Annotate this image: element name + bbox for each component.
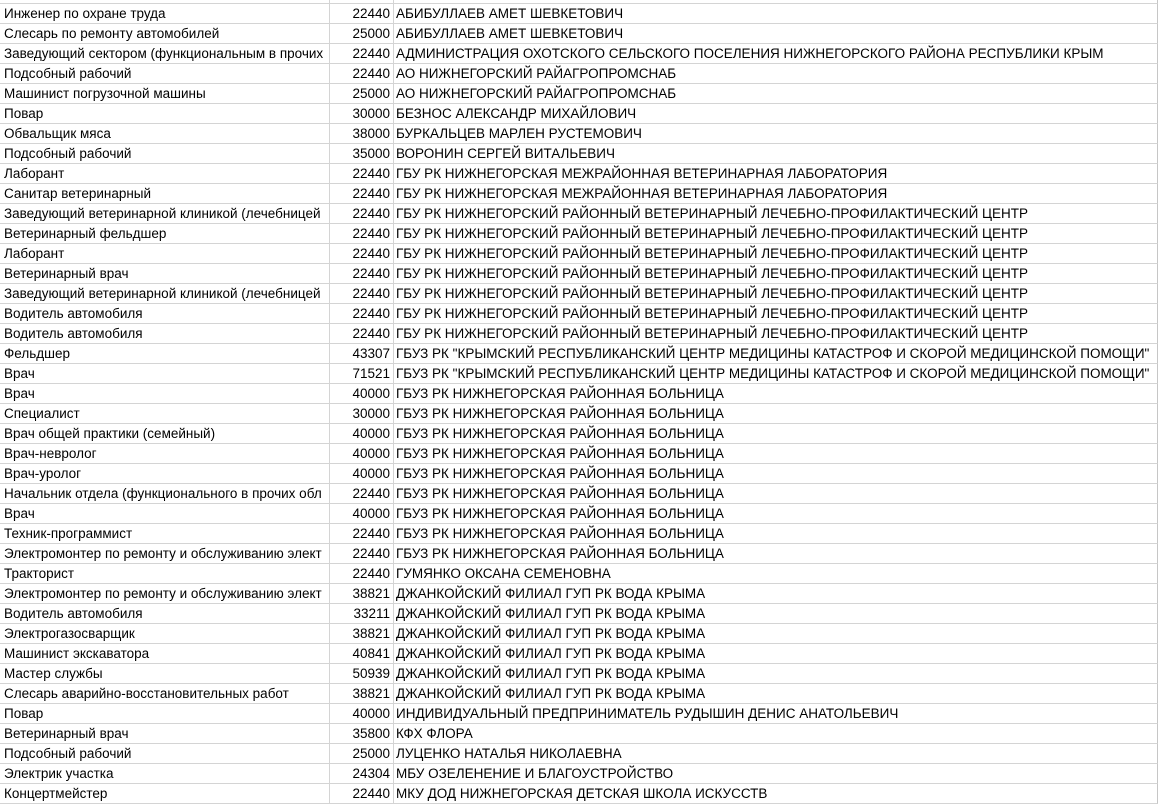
cell-position[interactable]: Концертмейстер (0, 784, 330, 804)
cell-salary[interactable]: 22440 (330, 44, 394, 64)
table-row (0, 64, 1158, 84)
table-row (0, 564, 1158, 584)
cell-employer[interactable]: ВОРОНИН СЕРГЕЙ ВИТАЛЬЕВИЧ (394, 144, 1158, 164)
cell-employer[interactable]: ГБУЗ РК НИЖНЕГОРСКАЯ РАЙОННАЯ БОЛЬНИЦА (394, 544, 1158, 564)
cell-salary[interactable]: 40000 (330, 704, 394, 724)
cell-position[interactable]: Машинист экскаватора (0, 644, 330, 664)
cell-position[interactable]: Ветеринарный фельдшер (0, 224, 330, 244)
table-row (0, 104, 1158, 124)
cell-salary[interactable]: 22440 (330, 324, 394, 344)
cell-employer[interactable]: ГБУЗ РК НИЖНЕГОРСКАЯ РАЙОННАЯ БОЛЬНИЦА (394, 524, 1158, 544)
cell-position[interactable]: Тракторист (0, 564, 330, 584)
cell-salary[interactable]: 38821 (330, 584, 394, 604)
cell-position[interactable]: Техник-программист (0, 524, 330, 544)
cell-position[interactable]: Водитель автомобиля (0, 324, 330, 344)
cell-position[interactable]: Водитель автомобиля (0, 304, 330, 324)
cell-position[interactable]: Заведующий сектором (функциональным в прочих (0, 44, 330, 64)
table-row (0, 604, 1158, 624)
cell-salary[interactable]: 40000 (330, 504, 394, 524)
cell-salary[interactable]: 22440 (330, 544, 394, 564)
cell-position[interactable]: Врач (0, 504, 330, 524)
table-row (0, 424, 1158, 444)
cell-position[interactable]: Начальник отдела (функционального в прочих обл (0, 484, 330, 504)
cell-salary[interactable]: 30000 (330, 104, 394, 124)
cell-salary[interactable]: 22440 (330, 304, 394, 324)
cell-salary[interactable]: 35000 (330, 144, 394, 164)
table-row (0, 184, 1158, 204)
cell-position[interactable]: Электромонтер по ремонту и обслуживанию элект (0, 584, 330, 604)
cell-salary[interactable]: 50939 (330, 664, 394, 684)
table-row (0, 484, 1158, 504)
table-row (0, 84, 1158, 104)
cell-position[interactable]: Повар (0, 104, 330, 124)
table-row (0, 644, 1158, 664)
cell-employer[interactable]: АБИБУЛЛАЕВ АМЕТ ШЕВКЕТОВИЧ (394, 24, 1158, 44)
cell-employer[interactable]: ДЖАНКОЙСКИЙ ФИЛИАЛ ГУП РК ВОДА КРЫМА (394, 664, 1158, 684)
table-row (0, 204, 1158, 224)
cell-salary[interactable]: 22440 (330, 204, 394, 224)
cell-salary[interactable]: 22440 (330, 4, 394, 24)
cell-position[interactable]: Санитар ветеринарный (0, 184, 330, 204)
cell-employer[interactable]: АО НИЖНЕГОРСКИЙ РАЙАГРОПРОМСНАБ (394, 64, 1158, 84)
cell-position[interactable]: Электромонтер по ремонту и обслуживанию элект (0, 544, 330, 564)
table-row (0, 764, 1158, 784)
cell-salary[interactable]: 38000 (330, 124, 394, 144)
cell-position[interactable]: Подсобный рабочий (0, 744, 330, 764)
cell-employer[interactable]: ГБУ РК НИЖНЕГОРСКАЯ МЕЖРАЙОННАЯ ВЕТЕРИНАРНАЯ ЛАБОРАТОРИЯ (394, 184, 1158, 204)
cell-position[interactable]: Фельдшер (0, 344, 330, 364)
table-row (0, 584, 1158, 604)
cell-employer[interactable]: ГБУ РК НИЖНЕГОРСКИЙ РАЙОННЫЙ ВЕТЕРИНАРНЫЙ ЛЕЧЕБНО-ПРОФИЛАКТИЧЕСКИЙ ЦЕНТР (394, 324, 1158, 344)
cell-employer[interactable]: АО НИЖНЕГОРСКИЙ РАЙАГРОПРОМСНАБ (394, 84, 1158, 104)
table-row (0, 364, 1158, 384)
table-row (0, 44, 1158, 64)
cell-employer[interactable]: ГБУ РК НИЖНЕГОРСКИЙ РАЙОННЫЙ ВЕТЕРИНАРНЫЙ ЛЕЧЕБНО-ПРОФИЛАКТИЧЕСКИЙ ЦЕНТР (394, 304, 1158, 324)
cell-position[interactable]: Машинист погрузочной машины (0, 84, 330, 104)
cell-employer[interactable]: ДЖАНКОЙСКИЙ ФИЛИАЛ ГУП РК ВОДА КРЫМА (394, 584, 1158, 604)
cell-employer[interactable]: ДЖАНКОЙСКИЙ ФИЛИАЛ ГУП РК ВОДА КРЫМА (394, 684, 1158, 704)
table-row (0, 4, 1158, 24)
cell-employer[interactable]: БЕЗНОС АЛЕКСАНДР МИХАЙЛОВИЧ (394, 104, 1158, 124)
cell-position[interactable]: Ветеринарный врач (0, 264, 330, 284)
table-row (0, 144, 1158, 164)
cell-employer[interactable]: ЛУЦЕНКО НАТАЛЬЯ НИКОЛАЕВНА (394, 744, 1158, 764)
cell-employer[interactable]: ДЖАНКОЙСКИЙ ФИЛИАЛ ГУП РК ВОДА КРЫМА (394, 604, 1158, 624)
cell-employer[interactable]: БУРКАЛЬЦЕВ МАРЛЕН РУСТЕМОВИЧ (394, 124, 1158, 144)
cell-employer[interactable]: ГБУ РК НИЖНЕГОРСКИЙ РАЙОННЫЙ ВЕТЕРИНАРНЫЙ ЛЕЧЕБНО-ПРОФИЛАКТИЧЕСКИЙ ЦЕНТР (394, 244, 1158, 264)
table-row (0, 444, 1158, 464)
cell-salary[interactable]: 22440 (330, 564, 394, 584)
cell-employer[interactable]: ГБУЗ РК НИЖНЕГОРСКАЯ РАЙОННАЯ БОЛЬНИЦА (394, 384, 1158, 404)
cell-employer[interactable]: ГБУЗ РК НИЖНЕГОРСКАЯ РАЙОННАЯ БОЛЬНИЦА (394, 444, 1158, 464)
cell-position[interactable]: Инженер по охране труда (0, 4, 330, 24)
table-row (0, 324, 1158, 344)
table-row (0, 784, 1158, 804)
cell-employer[interactable]: ГБУ РК НИЖНЕГОРСКАЯ МЕЖРАЙОННАЯ ВЕТЕРИНАРНАЯ ЛАБОРАТОРИЯ (394, 164, 1158, 184)
cell-salary[interactable]: 33211 (330, 604, 394, 624)
cell-employer[interactable]: КФХ ФЛОРА (394, 724, 1158, 744)
cell-position[interactable]: Обвальщик мяса (0, 124, 330, 144)
cell-employer[interactable]: МКУ ДОД НИЖНЕГОРСКАЯ ДЕТСКАЯ ШКОЛА ИСКУССТВ (394, 784, 1158, 804)
table-row (0, 544, 1158, 564)
cell-employer[interactable]: ГБУ РК НИЖНЕГОРСКИЙ РАЙОННЫЙ ВЕТЕРИНАРНЫЙ ЛЕЧЕБНО-ПРОФИЛАКТИЧЕСКИЙ ЦЕНТР (394, 204, 1158, 224)
cell-salary[interactable]: 40841 (330, 644, 394, 664)
table-row (0, 384, 1158, 404)
cell-salary[interactable]: 25000 (330, 744, 394, 764)
table-row (0, 724, 1158, 744)
cell-employer[interactable]: ГБУЗ РК НИЖНЕГОРСКАЯ РАЙОННАЯ БОЛЬНИЦА (394, 504, 1158, 524)
table-row (0, 404, 1158, 424)
table-row (0, 124, 1158, 144)
cell-employer[interactable]: ГБУЗ РК "КРЫМСКИЙ РЕСПУБЛИКАНСКИЙ ЦЕНТР МЕДИЦИНЫ КАТАСТРОФ И СКОРОЙ МЕДИЦИНСКОЙ ПОМОЩИ" (394, 364, 1158, 384)
cell-employer[interactable]: ГБУЗ РК НИЖНЕГОРСКАЯ РАЙОННАЯ БОЛЬНИЦА (394, 404, 1158, 424)
table-row (0, 164, 1158, 184)
cell-salary[interactable]: 40000 (330, 444, 394, 464)
table-row (0, 684, 1158, 704)
table-row (0, 664, 1158, 684)
cell-position[interactable]: Заведующий ветеринарной клиникой (лечебницей (0, 204, 330, 224)
cell-position[interactable]: Врач общей практики (семейный) (0, 424, 330, 444)
cell-salary[interactable]: 22440 (330, 284, 394, 304)
cell-position[interactable]: Мастер службы (0, 664, 330, 684)
cell-position[interactable]: Электрик участка (0, 764, 330, 784)
cell-employer[interactable]: ИНДИВИДУАЛЬНЫЙ ПРЕДПРИНИМАТЕЛЬ РУДЫШИН ДЕНИС АНАТОЛЬЕВИЧ (394, 704, 1158, 724)
cell-position[interactable]: Специалист (0, 404, 330, 424)
table-row (0, 244, 1158, 264)
cell-position[interactable]: Лаборант (0, 164, 330, 184)
cell-employer[interactable]: ГБУЗ РК НИЖНЕГОРСКАЯ РАЙОННАЯ БОЛЬНИЦА (394, 464, 1158, 484)
cell-position[interactable]: Повар (0, 704, 330, 724)
cell-salary[interactable]: 24304 (330, 764, 394, 784)
cell-employer[interactable]: АБИБУЛЛАЕВ АМЕТ ШЕВКЕТОВИЧ (394, 4, 1158, 24)
cell-salary[interactable]: 25000 (330, 24, 394, 44)
cell-employer[interactable]: ГУМЯНКО ОКСАНА СЕМЕНОВНА (394, 564, 1158, 584)
cell-employer[interactable]: АДМИНИСТРАЦИЯ ОХОТСКОГО СЕЛЬСКОГО ПОСЕЛЕНИЯ НИЖНЕГОРСКОГО РАЙОНА РЕСПУБЛИКИ КРЫМ (394, 44, 1158, 64)
table-row (0, 704, 1158, 724)
table-row (0, 464, 1158, 484)
table-row (0, 224, 1158, 244)
cell-position[interactable]: Электрогазосварщик (0, 624, 330, 644)
cell-employer[interactable]: ГБУЗ РК НИЖНЕГОРСКАЯ РАЙОННАЯ БОЛЬНИЦА (394, 424, 1158, 444)
cell-salary[interactable]: 22440 (330, 264, 394, 284)
cell-salary[interactable]: 22440 (330, 224, 394, 244)
table-row (0, 524, 1158, 544)
table-row (0, 304, 1158, 324)
cell-salary[interactable]: 40000 (330, 424, 394, 444)
cell-employer[interactable]: ДЖАНКОЙСКИЙ ФИЛИАЛ ГУП РК ВОДА КРЫМА (394, 624, 1158, 644)
cell-position[interactable]: Слесарь аварийно-восстановительных работ (0, 684, 330, 704)
cell-position[interactable]: Врач (0, 364, 330, 384)
cell-position[interactable]: Врач-невролог (0, 444, 330, 464)
cell-salary[interactable]: 35800 (330, 724, 394, 744)
table-row (0, 24, 1158, 44)
cell-position[interactable]: Лаборант (0, 244, 330, 264)
cell-salary[interactable]: 25000 (330, 84, 394, 104)
cell-salary[interactable]: 40000 (330, 384, 394, 404)
cell-salary[interactable]: 40000 (330, 464, 394, 484)
cell-salary[interactable]: 71521 (330, 364, 394, 384)
cell-salary[interactable]: 22440 (330, 484, 394, 504)
cell-position[interactable]: Слесарь по ремонту автомобилей (0, 24, 330, 44)
cell-employer[interactable]: МБУ ОЗЕЛЕНЕНИЕ И БЛАГОУСТРОЙСТВО (394, 764, 1158, 784)
cell-position[interactable]: Врач (0, 384, 330, 404)
cell-salary[interactable]: 38821 (330, 624, 394, 644)
table-row (0, 624, 1158, 644)
cell-position[interactable]: Ветеринарный врач (0, 724, 330, 744)
cell-position[interactable]: Подсобный рабочий (0, 64, 330, 84)
cell-salary[interactable]: 22440 (330, 784, 394, 804)
cell-position[interactable]: Подсобный рабочий (0, 144, 330, 164)
cell-employer[interactable]: ГБУЗ РК НИЖНЕГОРСКАЯ РАЙОННАЯ БОЛЬНИЦА (394, 484, 1158, 504)
cell-salary[interactable]: 38821 (330, 684, 394, 704)
table-row (0, 504, 1158, 524)
cell-salary[interactable]: 22440 (330, 184, 394, 204)
table-row (0, 284, 1158, 304)
cell-salary[interactable]: 43307 (330, 344, 394, 364)
cell-employer[interactable]: ГБУЗ РК "КРЫМСКИЙ РЕСПУБЛИКАНСКИЙ ЦЕНТР МЕДИЦИНЫ КАТАСТРОФ И СКОРОЙ МЕДИЦИНСКОЙ ПОМОЩИ" (394, 344, 1158, 364)
cell-salary[interactable]: 22440 (330, 64, 394, 84)
table-row (0, 744, 1158, 764)
table-body (0, 4, 1158, 804)
cell-position[interactable]: Врач-уролог (0, 464, 330, 484)
cell-position[interactable]: Заведующий ветеринарной клиникой (лечебницей (0, 284, 330, 304)
cell-employer[interactable]: ГБУ РК НИЖНЕГОРСКИЙ РАЙОННЫЙ ВЕТЕРИНАРНЫЙ ЛЕЧЕБНО-ПРОФИЛАКТИЧЕСКИЙ ЦЕНТР (394, 224, 1158, 244)
cell-employer[interactable]: ГБУ РК НИЖНЕГОРСКИЙ РАЙОННЫЙ ВЕТЕРИНАРНЫЙ ЛЕЧЕБНО-ПРОФИЛАКТИЧЕСКИЙ ЦЕНТР (394, 264, 1158, 284)
cell-salary[interactable]: 30000 (330, 404, 394, 424)
cell-employer[interactable]: ДЖАНКОЙСКИЙ ФИЛИАЛ ГУП РК ВОДА КРЫМА (394, 644, 1158, 664)
table-row (0, 264, 1158, 284)
cell-employer[interactable]: ГБУ РК НИЖНЕГОРСКИЙ РАЙОННЫЙ ВЕТЕРИНАРНЫЙ ЛЕЧЕБНО-ПРОФИЛАКТИЧЕСКИЙ ЦЕНТР (394, 284, 1158, 304)
cell-salary[interactable]: 22440 (330, 244, 394, 264)
cell-position[interactable]: Водитель автомобиля (0, 604, 330, 624)
cell-salary[interactable]: 22440 (330, 524, 394, 544)
cell-salary[interactable]: 22440 (330, 164, 394, 184)
table-row (0, 344, 1158, 364)
